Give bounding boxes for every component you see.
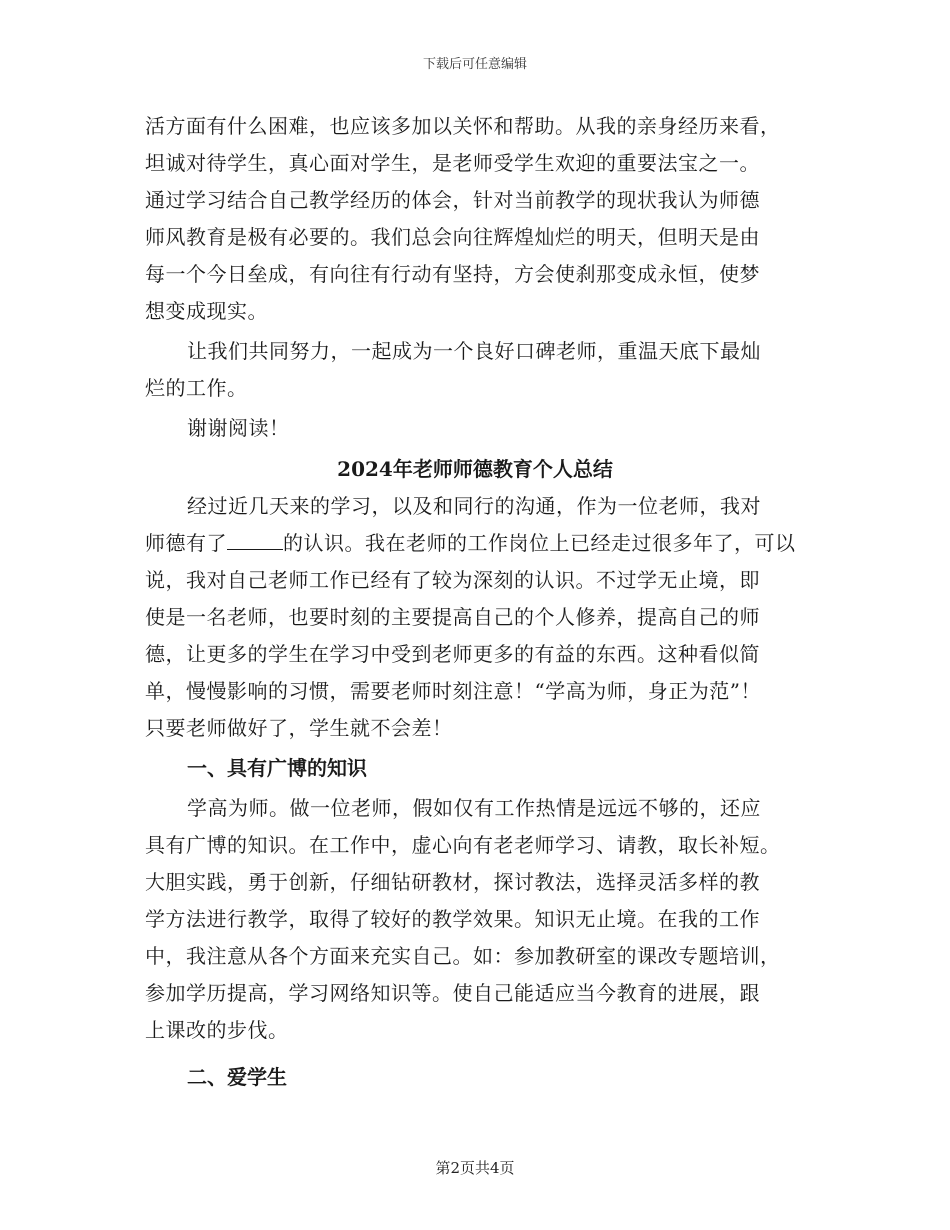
text-line: 具有广博的知识。在工作中，虚心向有老老师学习、请教，取长补短。 [145, 833, 781, 857]
page-header-note: 下载后可任意编辑 [422, 57, 527, 72]
text-line: 烂的工作。 [145, 376, 248, 400]
text-line: 每一个今日垒成，有向往有行动有坚持，方会使刹那变成永恒，使梦 [145, 262, 760, 286]
text-line: 让我们共同努力，一起成为一个良好口碑老师，重温天底下最灿 [187, 339, 761, 363]
text-line: 说，我对自己老师工作已经有了较为深刻的认识。不过学无止境，即 [145, 568, 760, 592]
text-line: 经过近几天来的学习，以及和同行的沟通，作为一位老师，我对 [187, 494, 761, 518]
text-line: 学高为师。做一位老师，假如仅有工作热情是远远不够的，还应 [187, 796, 761, 820]
text-line: 坦诚对待学生，真心面对学生，是老师受学生欢迎的重要法宝之一。 [145, 151, 760, 175]
text-line: 单，慢慢影响的习惯，需要老师时刻注意！“学高为师，身正为范”！ [145, 679, 761, 703]
section-heading: 二、爱学生 [187, 1065, 287, 1089]
text-line: 使是一名老师，也要时刻的主要提高自己的个人修养，提高自己的师 [145, 605, 760, 629]
text-line: 通过学习结合自己教学经历的体会，针对当前教学的现状我认为师德 [145, 188, 760, 212]
document-body [145, 108, 805, 1096]
text-line: 中，我注意从各个方面来充实自己。如：参加教研室的课改专题培训， [145, 944, 781, 968]
text-line: 只要老师做好了，学生就不会差！ [145, 716, 453, 740]
text-line: 学方法进行教学，取得了较好的教学效果。知识无止境。在我的工作 [145, 907, 760, 931]
text-line: 大胆实践，勇于创新，仔细钻研教材，探讨教法，选择灵活多样的教 [145, 870, 760, 894]
page-number: 第2页共4页 [435, 1159, 515, 1177]
thanks-text: 谢谢阅读！ [187, 416, 290, 440]
article-title: 2024年老师师德教育个人总结 [337, 457, 613, 481]
text-line: 德，让更多的学生在学习中受到老师更多的有益的东西。这种看似简 [145, 642, 760, 666]
text-segment: 的认识。我在老师的工作岗位上已经走过很多年了，可以 [283, 531, 796, 555]
fill-in-blank [227, 527, 283, 550]
text-line: 活方面有什么困难，也应该多加以关怀和帮助。从我的亲身经历来看， [145, 114, 781, 138]
text-line [145, 525, 805, 562]
text-line: 上课改的步伐。 [145, 1018, 289, 1042]
text-line: 师风教育是极有必要的。我们总会向往辉煌灿烂的明天，但明天是由 [145, 225, 760, 249]
section-heading: 一、具有广博的知识 [187, 756, 367, 780]
text-line: 想变成现实。 [145, 299, 268, 323]
text-line: 参加学历提高，学习网络知识等。使自己能适应当今教育的进展，跟 [145, 981, 760, 1005]
text-segment: 师德有了 [145, 531, 227, 555]
